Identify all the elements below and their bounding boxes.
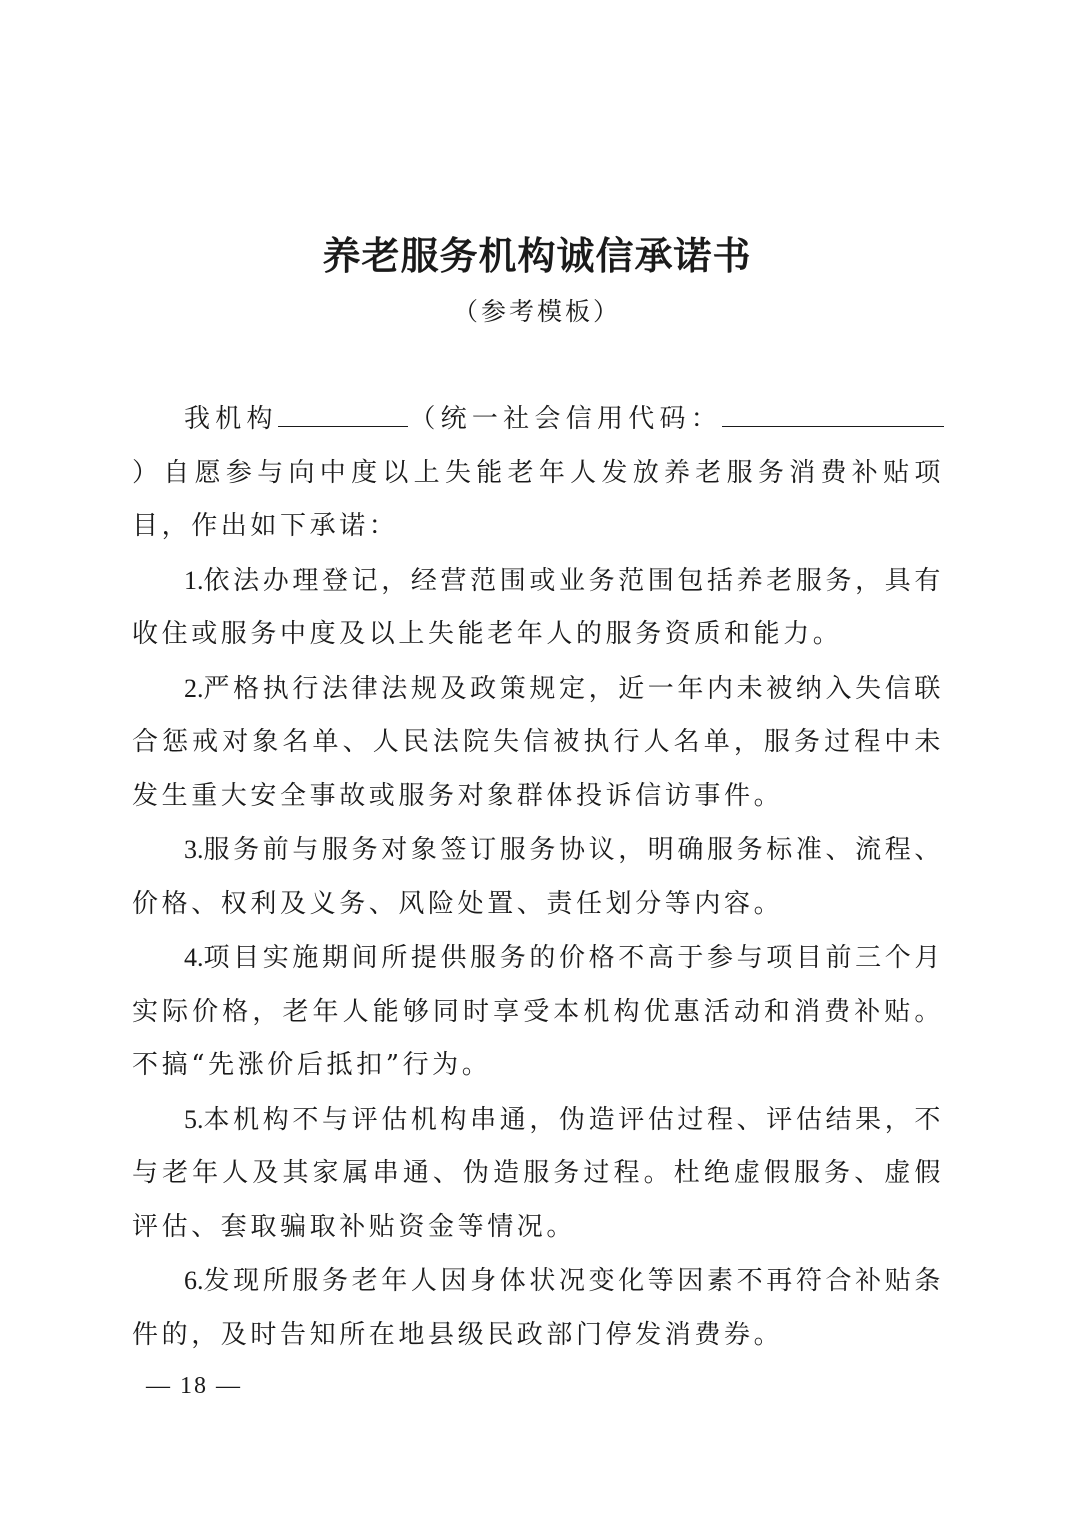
page-number: — 18 — [146,1373,242,1399]
credit-code-label: （统一社会信用代码： [407,404,722,434]
commitment-item-4 [132,931,944,1093]
commitment-item-5 [132,1093,944,1255]
item-text: 发现所服务老年人因身体状况变化等因素不再符合补贴条件的，及时告知所在地县级民政部门停发消费券。 [132,1266,944,1350]
intro-rest: 自愿参与向中度以上失能老年人发放养老服务消费补贴项目，作出如下承诺： [132,457,944,541]
intro-paragraph [132,392,944,554]
item-number: 1. [184,565,204,595]
item-number: 2. [184,673,204,703]
credit-code-close: ） [132,457,164,488]
item-text: 依法办理登记，经营范围或业务范围包括养老服务，具有收住或服务中度及以上失能老年人的服务资质和能力。 [132,565,944,649]
document-body [132,392,944,1362]
item-number: 3. [184,835,204,864]
commitment-item-6 [132,1254,944,1362]
intro-prefix: 我机构 [184,404,278,434]
item-text: 项目实施期间所提供服务的价格不高于参与项目前三个月实际价格，老年人能够同时享受本机构优惠活动和消费补贴。不搞“先涨价后抵扣”行为。 [132,943,944,1080]
institution-name-blank [278,392,408,427]
item-number: 6. [184,1266,204,1295]
document-title: 养老服务机构诚信承诺书 [322,233,752,278]
document-subtitle: （参考模板） [452,297,621,326]
item-number: 5. [184,1104,204,1134]
credit-code-blank [722,392,944,427]
commitment-item-3 [132,823,944,931]
commitment-item-1 [132,554,944,662]
item-number: 4. [184,943,204,972]
item-text: 服务前与服务对象签订服务协议，明确服务标准、流程、价格、权利及义务、风险处置、责任划分等内容。 [132,835,944,919]
commitment-item-2 [132,662,944,824]
item-text: 本机构不与评估机构串通，伪造评估过程、评估结果，不与老年人及其家属串通、伪造服务过程。杜绝虚假服务、虚假评估、套取骗取补贴资金等情况。 [132,1104,944,1242]
item-text: 严格执行法律法规及政策规定，近一年内未被纳入失信联合惩戒对象名单、人民法院失信被执行人名单，服务过程中未发生重大安全事故或服务对象群体投诉信访事件。 [132,673,944,811]
